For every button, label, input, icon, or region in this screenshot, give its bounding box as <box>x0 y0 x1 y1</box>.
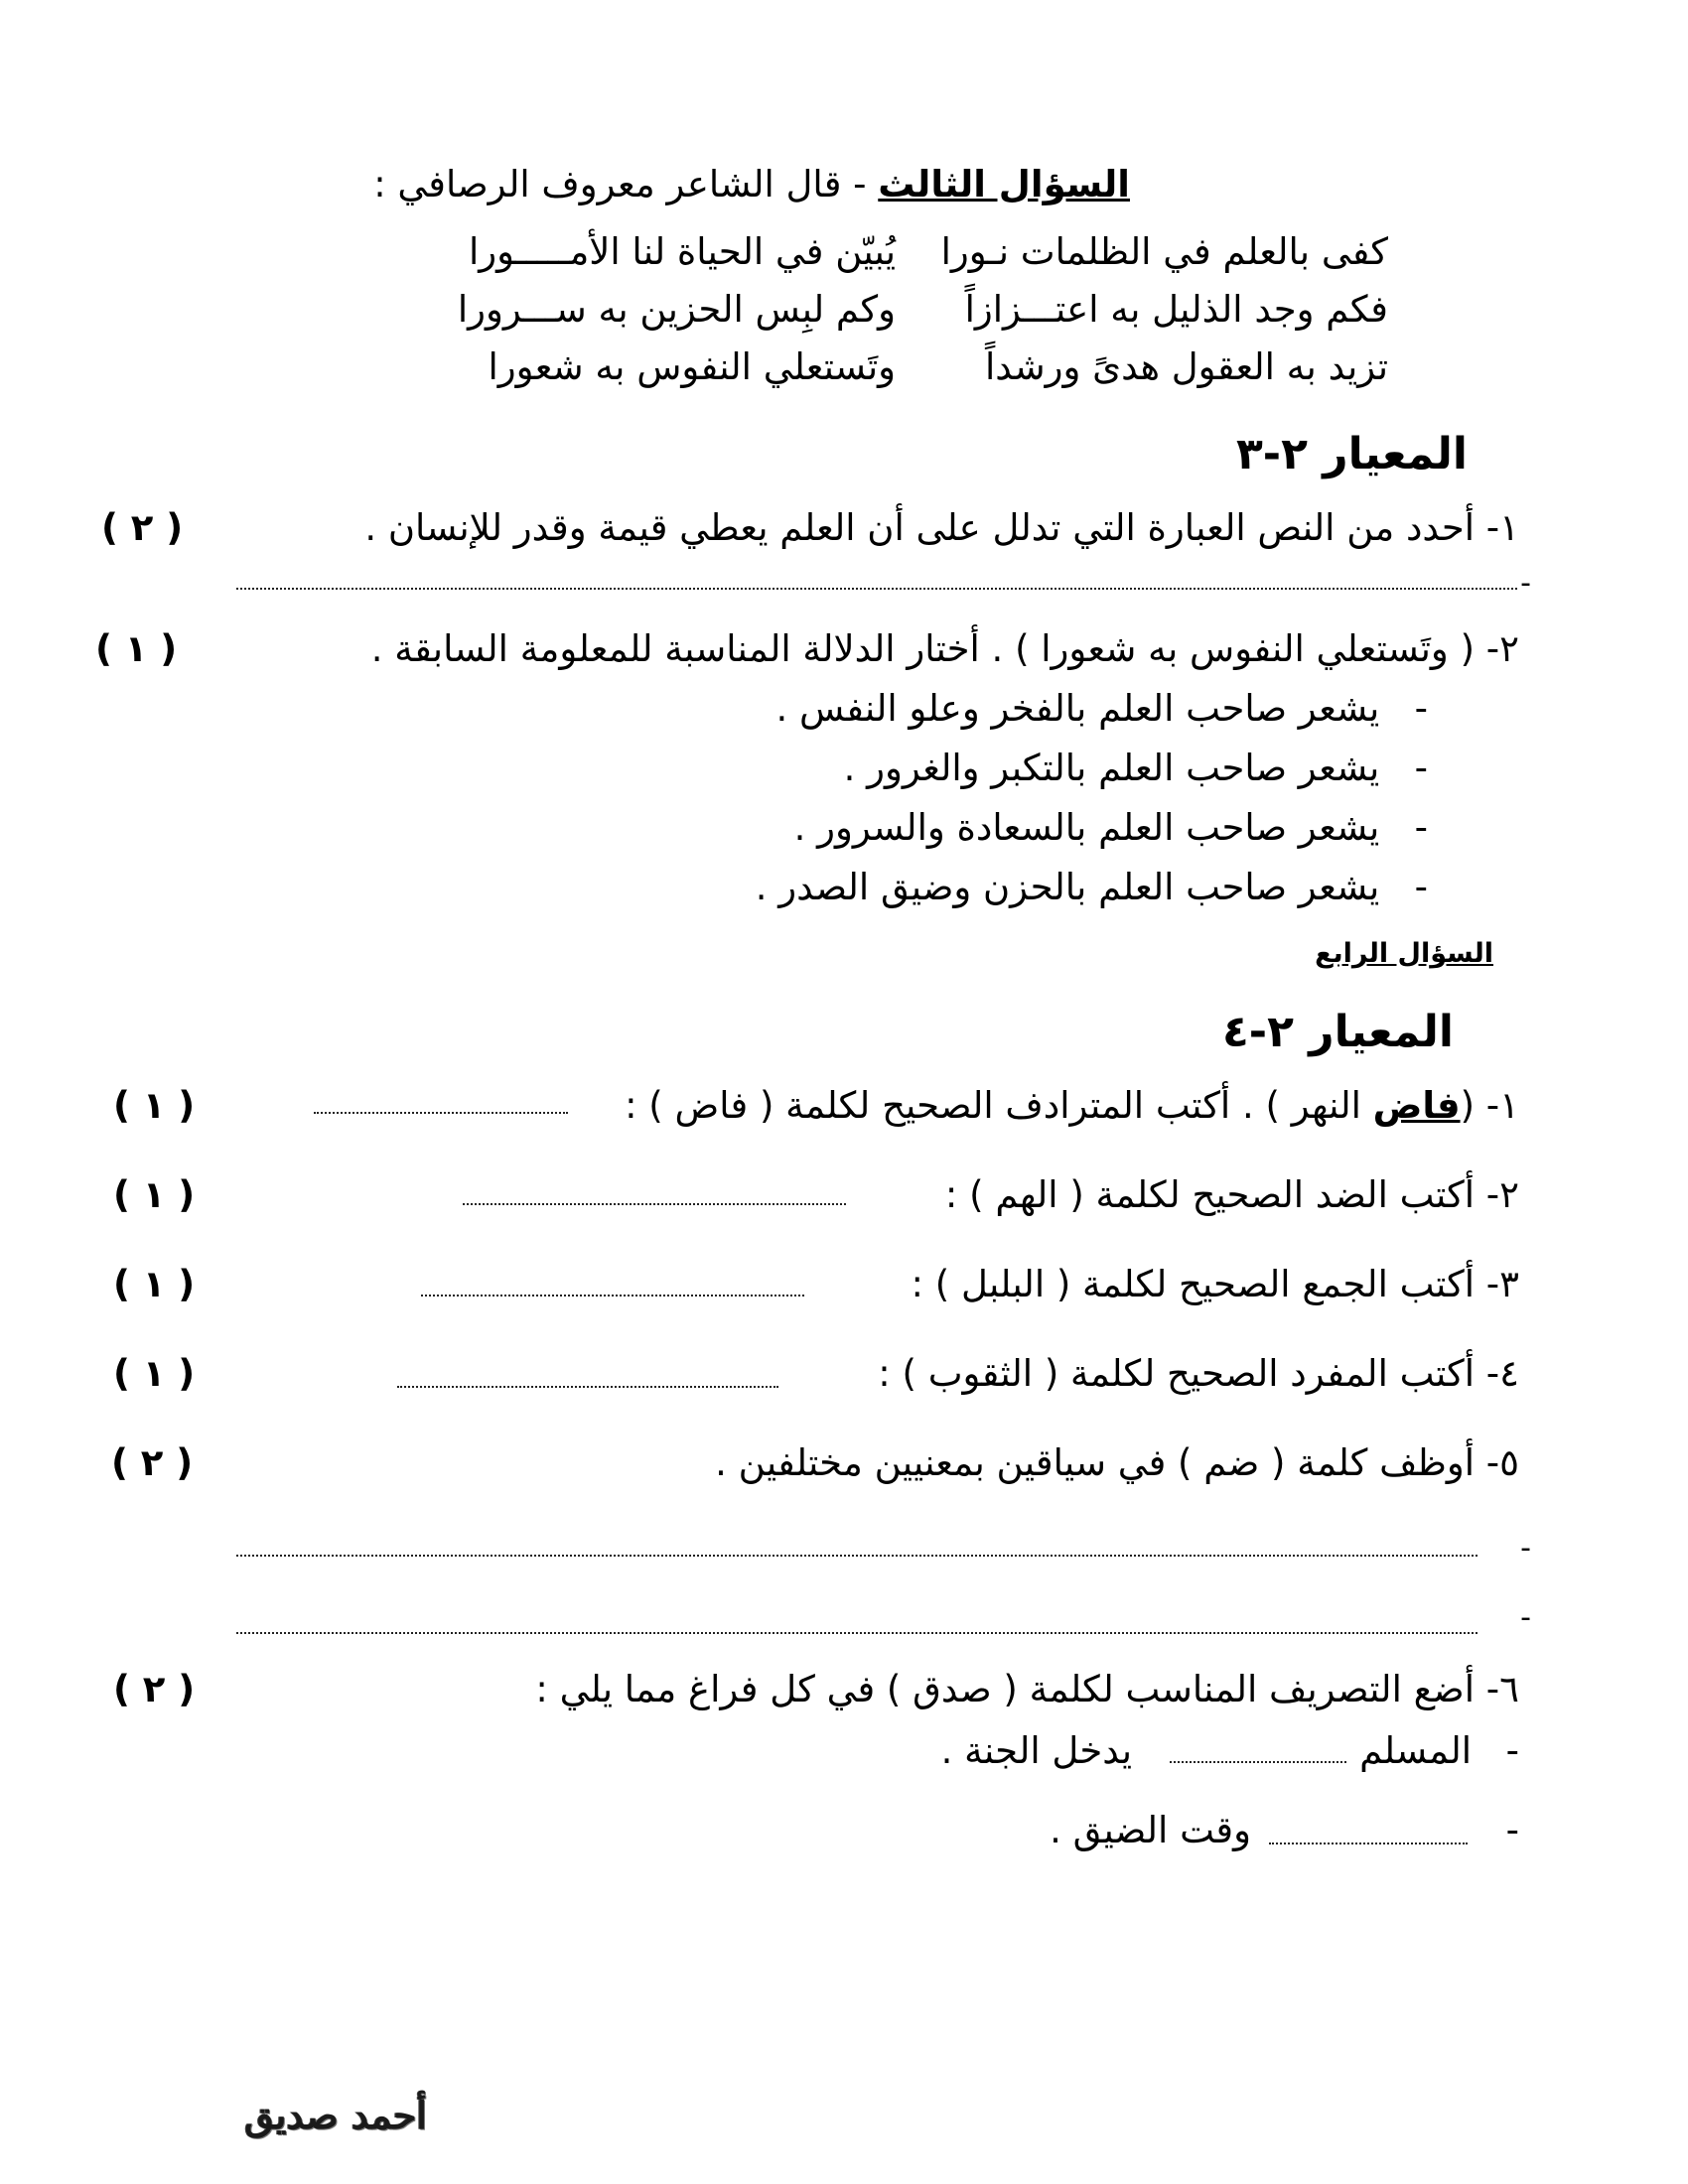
q3-intro: - قال الشاعر معروف الرصافي : <box>373 163 867 205</box>
answer-line[interactable] <box>421 1295 804 1297</box>
answer-line[interactable] <box>463 1203 846 1205</box>
q3-standard-heading: المعيار ٢-٣ <box>1235 429 1468 479</box>
author-signature: أحمد صديق <box>244 2093 427 2137</box>
q4-item-2-mark: ( ١ ) <box>113 1173 196 1216</box>
q4-item-3: ٣- أكتب الجمع الصحيح لكلمة ( البلبل ) : <box>911 1263 1519 1305</box>
q4-item-1-mark: ( ١ ) <box>113 1084 196 1127</box>
verse-3-first: تزيد به العقول هدىً ورشداً <box>984 345 1388 388</box>
option-4[interactable]: - يشعر صاحب العلم بالحزن وضيق الصدر . <box>755 866 1428 908</box>
q4-label: السؤال الرابع <box>1315 938 1493 969</box>
q3-header <box>373 159 1130 210</box>
q4-item-2: ٢- أكتب الضد الصحيح لكلمة ( الهم ) : <box>944 1173 1519 1216</box>
answer-dash: - <box>1520 566 1531 601</box>
q4-item-4: ٤- أكتب المفرد الصحيح لكلمة ( الثقوب ) : <box>878 1352 1519 1395</box>
answer-line[interactable] <box>236 1632 1477 1634</box>
fill-dash-2: - <box>1505 1809 1519 1851</box>
answer-line[interactable] <box>236 588 1517 590</box>
verse-1-second: يُبيّن في الحياة لنا الأمـــــورا <box>469 230 896 273</box>
q4-item-1: ١- (فاض النهر ) . أكتب المترادف الصحيح لكلمة ( فاض ) : <box>625 1084 1519 1127</box>
option-2[interactable]: - يشعر صاحب العلم بالتكبر والغرور . <box>843 747 1428 789</box>
q4-item-5: ٥- أوظف كلمة ( ضم ) في سياقين بمعنيين مختلفين . <box>715 1441 1519 1484</box>
q3-item-1-mark: ( ٢ ) <box>101 506 184 549</box>
keyword-faad: فاض <box>1372 1084 1461 1127</box>
verse-1-first: كفى بالعلم في الظلمات نـورا <box>940 230 1388 273</box>
q4-item-5-mark: ( ٢ ) <box>111 1441 194 1484</box>
q4-item-3-mark: ( ١ ) <box>113 1263 196 1305</box>
answer-dash: - <box>1520 1600 1531 1635</box>
verse-3-second: وتَستعلي النفوس به شعورا <box>488 345 896 388</box>
verse-2-second: وكم لبِس الحزين به ســـرورا <box>457 288 896 331</box>
answer-dash: - <box>1520 1531 1531 1566</box>
fill-dash-1: - <box>1505 1729 1519 1772</box>
fill-1-after: يدخل الجنة . <box>940 1729 1132 1772</box>
fill-2-after: وقت الضيق . <box>1050 1809 1251 1851</box>
q4-item-4-mark: ( ١ ) <box>113 1352 196 1395</box>
q3-item-1: ١- أحدد من النص العبارة التي تدلل على أن العلم يعطي قيمة وقدر للإنسان . <box>364 506 1519 549</box>
q3-label: السؤال الثالث <box>878 163 1130 205</box>
answer-line[interactable] <box>236 1555 1477 1557</box>
fill-blank-1[interactable] <box>1170 1761 1346 1763</box>
answer-line[interactable] <box>397 1386 778 1388</box>
q4-item-6: ٦- أضع التصريف المناسب لكلمة ( صدق ) في كل فراغ مما يلي : <box>535 1668 1519 1710</box>
q4-standard-heading: المعيار ٢-٤ <box>1221 1007 1454 1057</box>
q3-item-2-mark: ( ١ ) <box>95 627 178 670</box>
option-3[interactable]: - يشعر صاحب العلم بالسعادة والسرور . <box>793 806 1428 849</box>
fill-1-before: المسلم <box>1359 1729 1472 1772</box>
q4-item-6-mark: ( ٢ ) <box>113 1668 196 1710</box>
answer-line[interactable] <box>314 1112 568 1114</box>
q3-item-2: ٢- ( وتَستعلي النفوس به شعورا ) . أختار الدلالة المناسبة للمعلومة السابقة . <box>370 627 1519 670</box>
option-1[interactable]: - يشعر صاحب العلم بالفخر وعلو النفس . <box>775 687 1428 730</box>
verse-2-first: فكم وجد الذليل به اعتـــزازاً <box>964 288 1388 331</box>
fill-blank-2[interactable] <box>1269 1843 1468 1844</box>
